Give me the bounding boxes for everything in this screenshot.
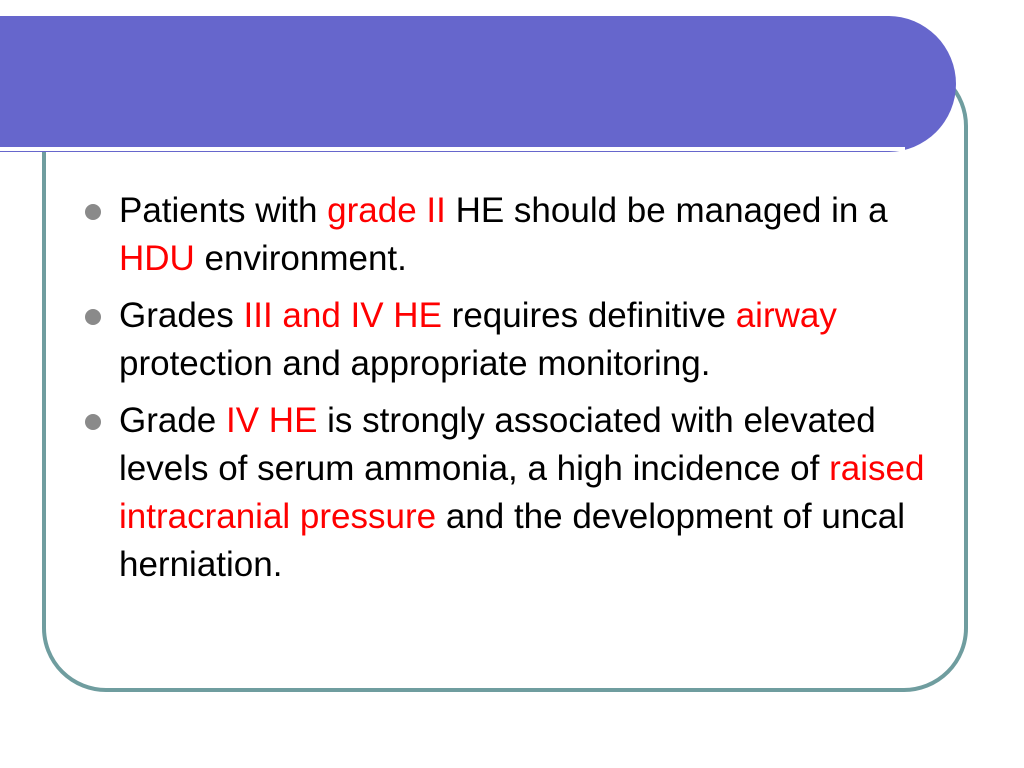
highlight-text: grade II [327,191,446,230]
bullet-text: environment. [194,239,407,278]
bullet-item-2 [82,292,932,388]
bullet-text: protection and appropriate monitoring. [119,344,711,383]
bullet-text: is strongly associated with elevated levels of serum ammonia, a high incidence of [119,401,876,488]
bullet-text: Grades [119,296,244,335]
highlight-text: III and IV HE [243,296,442,335]
bullet-item-1 [82,187,932,283]
bullet-list [82,187,932,598]
bullet-dot-icon [85,309,101,325]
highlight-text: IV HE [226,401,318,440]
bullet-text: and the development of uncal herniation. [119,497,906,584]
bullet-dot-icon [85,414,101,430]
highlight-text: airway [735,296,837,335]
bullet-dot-icon [85,204,101,220]
highlight-text: raised intracranial pressure [119,449,925,536]
highlight-text: HDU [119,239,195,278]
bullet-item-3 [82,397,932,589]
bullet-text: Grade [119,401,226,440]
bullet-text: HE should be managed in a [445,191,888,230]
bullet-text: Patients with [119,191,328,230]
title-bar [0,16,956,152]
title-divider [0,147,905,151]
bullet-text: requires definitive [441,296,736,335]
